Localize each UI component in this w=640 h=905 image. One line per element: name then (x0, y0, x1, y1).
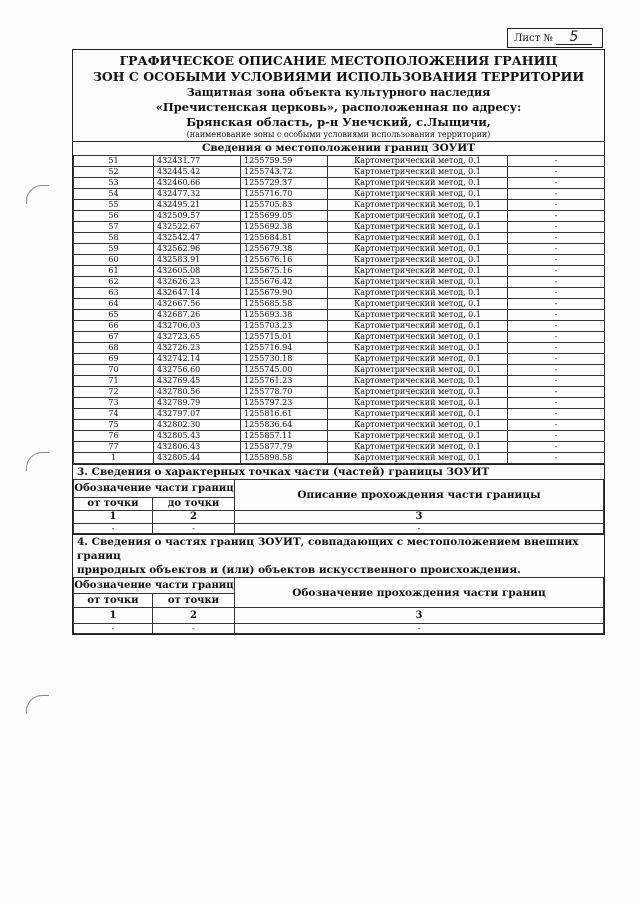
method-accuracy: Картометрический метод, 0.1 (328, 156, 508, 167)
x-coordinate: 432756.60 (154, 365, 241, 376)
y-coordinate: 1255797.23 (241, 398, 328, 409)
coords-row (74, 211, 605, 222)
point-number: 67 (74, 332, 154, 343)
method-accuracy: Картометрический метод, 0.1 (328, 398, 508, 409)
y-coordinate: 1255761.23 (241, 376, 328, 387)
coords-row (74, 420, 605, 431)
x-coordinate: 432509.57 (154, 211, 241, 222)
x-coordinate: 432805.43 (154, 431, 241, 442)
coords-row (74, 156, 605, 167)
y-coordinate: 1255816.61 (241, 409, 328, 420)
x-coordinate: 432477.32 (154, 189, 241, 200)
y-coordinate: 1255703.23 (241, 321, 328, 332)
point-description: - (508, 244, 605, 255)
method-accuracy: Картометрический метод, 0.1 (328, 442, 508, 453)
x-coordinate: 432522.67 (154, 222, 241, 233)
y-coordinate: 1255877.79 (241, 442, 328, 453)
point-description: - (508, 255, 605, 266)
x-coordinate: 432495.21 (154, 200, 241, 211)
method-accuracy: Картометрический метод, 0.1 (328, 233, 508, 244)
coords-row (74, 277, 605, 288)
x-coordinate: 432431.77 (154, 156, 241, 167)
point-number: 73 (74, 398, 154, 409)
document-header (73, 50, 604, 141)
section4-to-header: от точки (153, 594, 235, 608)
x-coordinate: 432667.56 (154, 299, 241, 310)
y-coordinate: 1255699.05 (241, 211, 328, 222)
point-description: - (508, 365, 605, 376)
y-coordinate: 1255679.38 (241, 244, 328, 255)
section4-title-line-1: 4. Сведения о частях границ ЗОУИТ, совпадающих с местоположением внешних границ (77, 536, 579, 562)
punch-hole-mark (26, 695, 49, 714)
method-accuracy: Картометрический метод, 0.1 (328, 365, 508, 376)
x-coordinate: 432706.03 (154, 321, 241, 332)
x-coordinate: 432805.44 (154, 453, 241, 464)
point-description: - (508, 409, 605, 420)
method-accuracy: Картометрический метод, 0.1 (328, 255, 508, 266)
x-coordinate: 432562.96 (154, 244, 241, 255)
coords-row (74, 354, 605, 365)
y-coordinate: 1255705.83 (241, 200, 328, 211)
method-accuracy: Картометрический метод, 0.1 (328, 266, 508, 277)
y-coordinate: 1255675.16 (241, 266, 328, 277)
section3-group-header: Обозначение части границ (74, 480, 235, 498)
coords-row (74, 233, 605, 244)
section4-cell: - (153, 624, 235, 634)
point-description: - (508, 178, 605, 189)
y-coordinate: 1255685.58 (241, 299, 328, 310)
x-coordinate: 432780.56 (154, 387, 241, 398)
section4-table (73, 577, 604, 634)
y-coordinate: 1255778.70 (241, 387, 328, 398)
section4-title (73, 534, 604, 577)
method-accuracy: Картометрический метод, 0.1 (328, 211, 508, 222)
x-coordinate: 432806.43 (154, 442, 241, 453)
point-number: 57 (74, 222, 154, 233)
coords-row (74, 310, 605, 321)
section3-table (73, 479, 604, 534)
coords-row (74, 442, 605, 453)
point-number: 53 (74, 178, 154, 189)
point-description: - (508, 200, 605, 211)
y-coordinate: 1255836.64 (241, 420, 328, 431)
section4-desc-header: Обозначение прохождения части границ (235, 578, 604, 608)
point-number: 76 (74, 431, 154, 442)
point-number: 74 (74, 409, 154, 420)
point-description: - (508, 453, 605, 464)
section3-from-header: от точки (74, 498, 153, 511)
point-number: 71 (74, 376, 154, 387)
point-number: 70 (74, 365, 154, 376)
y-coordinate: 1255676.16 (241, 255, 328, 266)
x-coordinate: 432687.26 (154, 310, 241, 321)
subtitle-line-2: «Пречистенская церковь», расположенная по адресу: (155, 100, 522, 114)
sheet-number-box (507, 28, 603, 48)
point-number: 61 (74, 266, 154, 277)
method-accuracy: Картометрический метод, 0.1 (328, 277, 508, 288)
y-coordinate: 1255730.18 (241, 354, 328, 365)
point-number: 65 (74, 310, 154, 321)
coords-row (74, 200, 605, 211)
point-number: 51 (74, 156, 154, 167)
y-coordinate: 1255857.11 (241, 431, 328, 442)
coords-row (74, 222, 605, 233)
x-coordinate: 432802.30 (154, 420, 241, 431)
point-number: 58 (74, 233, 154, 244)
point-number: 59 (74, 244, 154, 255)
coords-row (74, 409, 605, 420)
point-description: - (508, 420, 605, 431)
method-accuracy: Картометрический метод, 0.1 (328, 409, 508, 420)
method-accuracy: Картометрический метод, 0.1 (328, 200, 508, 211)
section3-desc-header: Описание прохождения части границы (235, 480, 604, 511)
point-number: 64 (74, 299, 154, 310)
coords-row (74, 398, 605, 409)
title-line-2: ЗОН С ОСОБЫМИ УСЛОВИЯМИ ИСПОЛЬЗОВАНИЯ ТЕРРИТОРИИ (92, 69, 585, 84)
section4-col-3: 3 (235, 608, 604, 624)
y-coordinate: 1255745.00 (241, 365, 328, 376)
section4-col-1: 1 (74, 608, 153, 624)
method-accuracy: Картометрический метод, 0.1 (328, 310, 508, 321)
point-description: - (508, 222, 605, 233)
point-description: - (508, 321, 605, 332)
method-accuracy: Картометрический метод, 0.1 (328, 189, 508, 200)
x-coordinate: 432789.79 (154, 398, 241, 409)
section4-cell: - (235, 624, 604, 634)
section3-to-header: до точки (153, 498, 235, 511)
point-number: 68 (74, 343, 154, 354)
section4-from-header: от точки (74, 594, 153, 608)
point-description: - (508, 442, 605, 453)
coords-row (74, 321, 605, 332)
point-description: - (508, 266, 605, 277)
section3-col-2: 2 (153, 511, 235, 524)
coords-row (74, 365, 605, 376)
section3-cell: - (74, 524, 153, 534)
point-description: - (508, 431, 605, 442)
coords-row (74, 167, 605, 178)
point-description: - (508, 233, 605, 244)
x-coordinate: 432769.45 (154, 376, 241, 387)
point-description: - (508, 376, 605, 387)
section4-col-2: 2 (153, 608, 235, 624)
y-coordinate: 1255693.38 (241, 310, 328, 321)
method-accuracy: Картометрический метод, 0.1 (328, 343, 508, 354)
point-number: 1 (74, 453, 154, 464)
method-accuracy: Картометрический метод, 0.1 (328, 376, 508, 387)
point-description: - (508, 277, 605, 288)
point-description: - (508, 398, 605, 409)
coords-row (74, 178, 605, 189)
section3-cell: - (235, 524, 604, 534)
coords-row (74, 343, 605, 354)
section3-cell: - (153, 524, 235, 534)
coords-row (74, 332, 605, 343)
point-description: - (508, 189, 605, 200)
point-number: 54 (74, 189, 154, 200)
document-frame (72, 49, 605, 635)
point-description: - (508, 387, 605, 398)
zone-caption: (наименование зоны с особыми условиями использования территории) (186, 130, 491, 139)
coords-row (74, 431, 605, 442)
x-coordinate: 432605.08 (154, 266, 241, 277)
x-coordinate: 432742.14 (154, 354, 241, 365)
y-coordinate: 1255692.38 (241, 222, 328, 233)
method-accuracy: Картометрический метод, 0.1 (328, 453, 508, 464)
y-coordinate: 1255716.94 (241, 343, 328, 354)
subtitle-line-3: Брянская область, р-н Унечский, с.Лыщичи, (186, 115, 491, 129)
section4-group-header: Обозначение части границ (74, 578, 235, 594)
point-number: 69 (74, 354, 154, 365)
punch-hole-mark (26, 452, 49, 471)
point-description: - (508, 354, 605, 365)
sheet-label: Лист № (514, 33, 553, 44)
coords-section-title: Сведения о местоположении границ ЗОУИТ (73, 141, 604, 155)
y-coordinate: 1255898.58 (241, 453, 328, 464)
coords-row (74, 244, 605, 255)
title-line-1: ГРАФИЧЕСКОЕ ОПИСАНИЕ МЕСТОПОЛОЖЕНИЯ ГРАНИЦ (119, 53, 558, 68)
section3-title: 3. Сведения о характерных точках части (частей) границы ЗОУИТ (73, 464, 604, 479)
y-coordinate: 1255759.59 (241, 156, 328, 167)
method-accuracy: Картометрический метод, 0.1 (328, 299, 508, 310)
method-accuracy: Картометрический метод, 0.1 (328, 431, 508, 442)
point-description: - (508, 343, 605, 354)
x-coordinate: 432647.14 (154, 288, 241, 299)
sheet-number: 5 (556, 30, 592, 45)
coords-row (74, 376, 605, 387)
point-number: 75 (74, 420, 154, 431)
section3-col-1: 1 (74, 511, 153, 524)
point-description: - (508, 310, 605, 321)
coords-table (73, 155, 605, 464)
method-accuracy: Картометрический метод, 0.1 (328, 244, 508, 255)
point-number: 72 (74, 387, 154, 398)
coords-row (74, 387, 605, 398)
point-description: - (508, 299, 605, 310)
y-coordinate: 1255729.37 (241, 178, 328, 189)
point-description: - (508, 288, 605, 299)
point-number: 60 (74, 255, 154, 266)
coords-row (74, 288, 605, 299)
subtitle-line-1: Защитная зона объекта культурного наследия (186, 86, 491, 99)
point-description: - (508, 332, 605, 343)
method-accuracy: Картометрический метод, 0.1 (328, 321, 508, 332)
punch-hole-mark (26, 185, 49, 204)
point-number: 56 (74, 211, 154, 222)
point-description: - (508, 167, 605, 178)
coords-row (74, 255, 605, 266)
y-coordinate: 1255716.70 (241, 189, 328, 200)
method-accuracy: Картометрический метод, 0.1 (328, 222, 508, 233)
y-coordinate: 1255743.72 (241, 167, 328, 178)
point-number: 77 (74, 442, 154, 453)
method-accuracy: Картометрический метод, 0.1 (328, 178, 508, 189)
method-accuracy: Картометрический метод, 0.1 (328, 354, 508, 365)
method-accuracy: Картометрический метод, 0.1 (328, 167, 508, 178)
method-accuracy: Картометрический метод, 0.1 (328, 332, 508, 343)
x-coordinate: 432626.23 (154, 277, 241, 288)
point-number: 55 (74, 200, 154, 211)
coords-row (74, 266, 605, 277)
point-number: 63 (74, 288, 154, 299)
coords-row (74, 299, 605, 310)
point-description: - (508, 211, 605, 222)
section4-title-line-2: природных объектов и (или) объектов искусственного происхождения. (77, 564, 521, 576)
x-coordinate: 432542.47 (154, 233, 241, 244)
x-coordinate: 432797.07 (154, 409, 241, 420)
section3-col-3: 3 (235, 511, 604, 524)
point-number: 66 (74, 321, 154, 332)
point-number: 62 (74, 277, 154, 288)
x-coordinate: 432460.66 (154, 178, 241, 189)
y-coordinate: 1255679.90 (241, 288, 328, 299)
x-coordinate: 432723.65 (154, 332, 241, 343)
method-accuracy: Картометрический метод, 0.1 (328, 420, 508, 431)
y-coordinate: 1255715.01 (241, 332, 328, 343)
coords-row (74, 189, 605, 200)
method-accuracy: Картометрический метод, 0.1 (328, 387, 508, 398)
x-coordinate: 432445.42 (154, 167, 241, 178)
section4-cell: - (74, 624, 153, 634)
point-number: 52 (74, 167, 154, 178)
y-coordinate: 1255676.42 (241, 277, 328, 288)
x-coordinate: 432726.23 (154, 343, 241, 354)
coords-row (74, 453, 605, 464)
y-coordinate: 1255684.81 (241, 233, 328, 244)
x-coordinate: 432583.91 (154, 255, 241, 266)
point-description: - (508, 156, 605, 167)
method-accuracy: Картометрический метод, 0.1 (328, 288, 508, 299)
